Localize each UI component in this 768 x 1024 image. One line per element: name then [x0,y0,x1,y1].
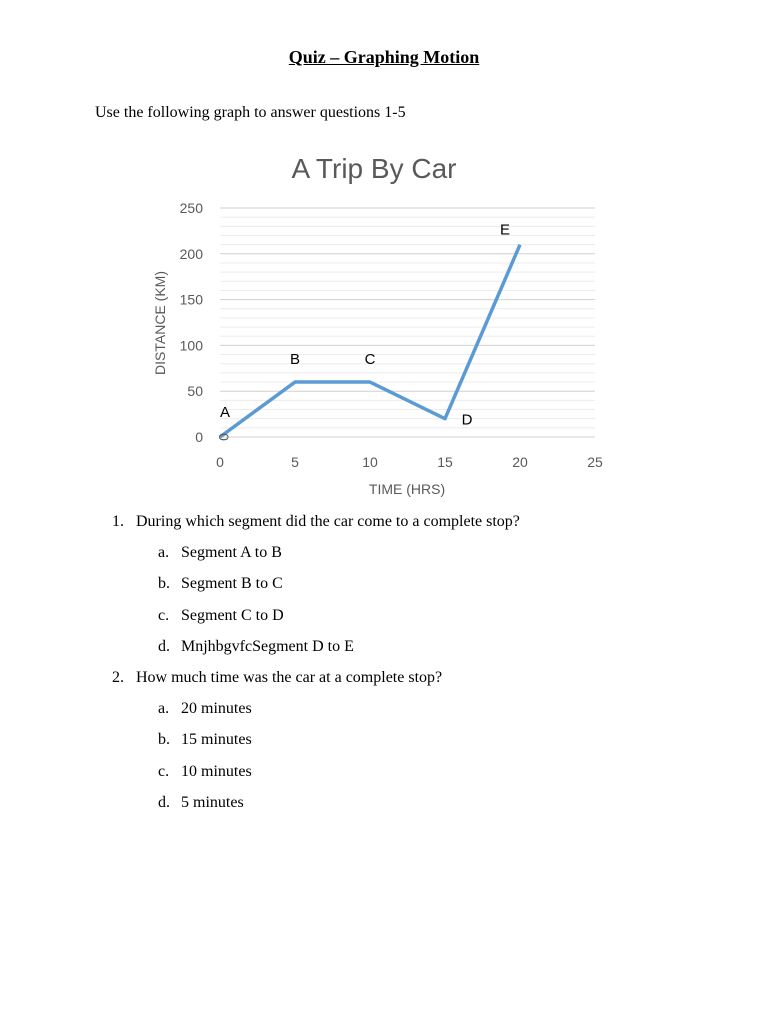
x-axis-label: TIME (HRS) [368,481,446,497]
x-tick-label: 20 [512,454,528,470]
question-2 [112,669,442,687]
y-axis-label: DISTANCE (KM) [152,271,168,375]
page-title: Quiz – Graphing Motion [288,47,480,67]
intro-text: Use the following graph to answer questions 1-5 [95,104,406,121]
option-1-b [158,575,283,593]
option-letter: c. [158,606,170,624]
option-1-d [158,638,354,656]
option-letter: b. [158,575,170,593]
option-1-c [158,607,284,625]
y-tick-labels [180,200,204,445]
y-tick-label: 50 [187,383,203,400]
option-letter: b. [158,731,170,749]
question-text: During which segment did the car come to a complete stop? [136,513,520,530]
data-label: 0 [216,433,232,441]
series-line [220,245,520,437]
y-tick-label: 150 [179,291,203,308]
question-text: How much time was the car at a complete stop? [136,669,443,686]
option-2-c [158,763,252,781]
option-text: Segment A to B [181,544,282,561]
option-text: MnjhbgvfcSegment D to E [181,637,354,655]
option-2-a [158,700,252,718]
question-1 [112,513,520,531]
x-tick-label: 25 [587,454,603,470]
y-tick-label: 250 [179,200,203,216]
option-letter: c. [158,762,170,780]
option-2-d [158,794,244,812]
option-letter: a. [158,544,170,561]
x-tick-label: 10 [362,454,378,470]
x-tick-label: 0 [216,454,224,470]
x-tick-labels [216,454,603,470]
point-label-d: D [461,411,473,429]
y-tick-label: 0 [195,429,203,445]
option-letter: a. [158,700,170,717]
option-letter: d. [158,793,170,811]
point-label-c: C [364,351,376,369]
trip-chart [140,140,620,510]
option-2-b [158,731,252,749]
option-text: 15 minutes [181,731,252,749]
option-1-a [158,544,282,562]
point-label-e: E [499,221,511,239]
x-tick-label: 15 [437,454,453,470]
point-label-a: A [219,404,231,421]
question-number: 1. [112,513,124,530]
point-label-b: B [289,351,301,369]
y-tick-label: 200 [179,245,203,262]
option-text: Segment C to D [181,606,284,624]
x-tick-label: 5 [291,454,299,470]
option-text: 20 minutes [181,700,252,717]
option-text: 5 minutes [181,793,244,811]
chart-grid [220,208,595,437]
chart-title: A Trip By Car [291,153,457,184]
option-text: Segment B to C [181,575,283,593]
y-tick-label: 100 [179,337,203,354]
option-letter: d. [158,637,170,655]
question-number: 2. [112,669,124,686]
option-text: 10 minutes [181,762,252,780]
